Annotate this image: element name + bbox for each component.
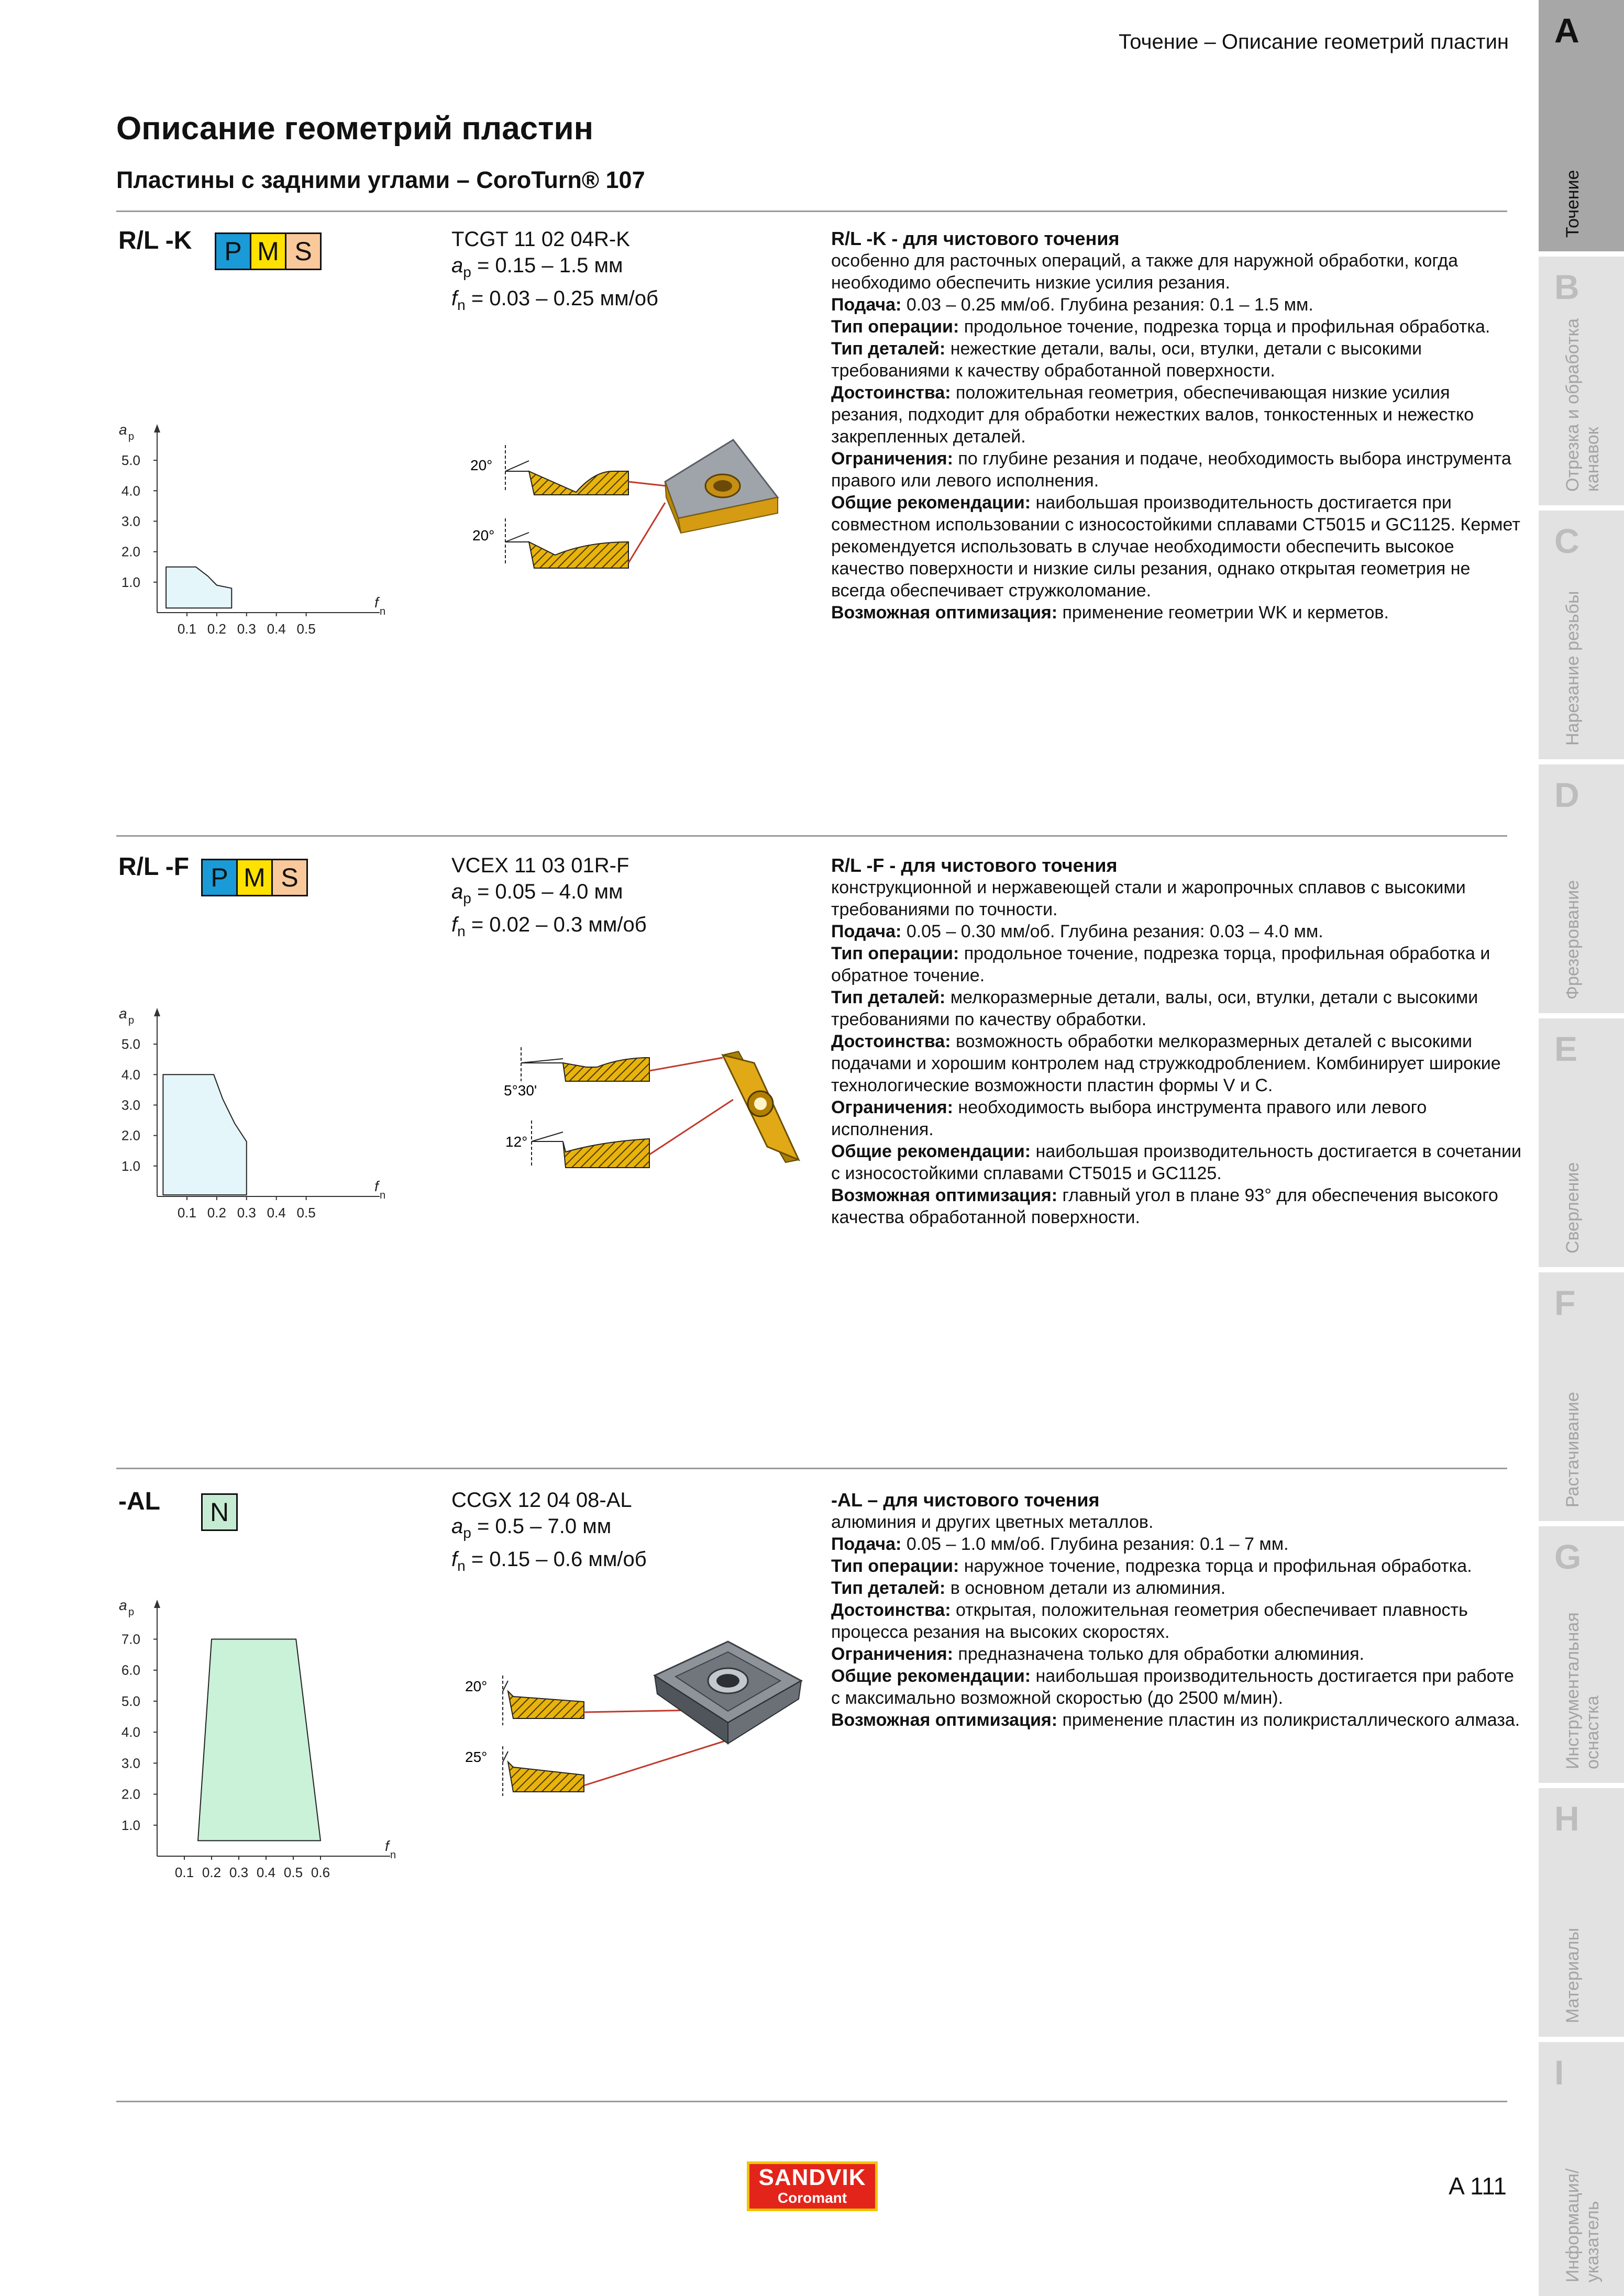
sidebar (1539, 0, 1624, 2296)
item-label: Общие рекомендации: (831, 1141, 1031, 1161)
tab-e[interactable] (1539, 1018, 1624, 1267)
tab-label: Материалы (1563, 1927, 1583, 2023)
material-badge-m: M (236, 859, 273, 896)
feed-range (451, 912, 647, 945)
cross-section-top (465, 1676, 584, 1725)
item-label: Подача: (831, 922, 902, 941)
description-intro: конструкционной и нержавеющей стали и жаропрочных сплавов с высокими требованиями по точности. (831, 878, 1466, 919)
x-tick-label: 0.5 (296, 621, 316, 637)
geometry-description (831, 1489, 1522, 1731)
item-label: Ограничения: (831, 449, 953, 469)
fn-value: = 0.02 – 0.3 мм/об (465, 913, 647, 936)
item-text: применение геометрии WK и керметов. (1057, 603, 1389, 623)
y-tick-label: 1.0 (121, 574, 140, 590)
fn-symbol: f (451, 1548, 458, 1571)
material-badge-n: N (201, 1493, 238, 1531)
description-item (831, 986, 1522, 1030)
depth-of-cut-range (451, 252, 658, 285)
feed-depth-chart (107, 419, 390, 649)
x-tick-label: 0.1 (177, 621, 197, 637)
ap-subscript: p (463, 264, 471, 280)
y-tick-label: 4.0 (121, 1724, 140, 1740)
description-item (831, 448, 1522, 492)
x-tick-label: 0.1 (174, 1865, 194, 1880)
header-rule (116, 210, 1507, 212)
tab-letter: E (1554, 1029, 1578, 1068)
item-label: Ограничения: (831, 1644, 953, 1664)
material-badge-p: P (201, 859, 238, 896)
x-axis-label: f (374, 1178, 379, 1194)
item-label: Достоинства: (831, 1031, 951, 1051)
description-item (831, 1096, 1522, 1140)
operating-area (198, 1639, 321, 1841)
y-tick-label: 3.0 (121, 513, 140, 529)
x-tick-label: 0.3 (237, 1205, 256, 1221)
fn-symbol: f (451, 287, 458, 310)
cross-section-top (504, 1047, 649, 1099)
description-item (831, 1643, 1522, 1665)
y-axis-label-sub: p (128, 1015, 135, 1026)
tab-label: Инструментальная оснастка (1563, 1612, 1603, 1769)
description-item (831, 602, 1522, 624)
geometry-code: -AL (118, 1488, 160, 1515)
cross-section-bottom (472, 518, 628, 568)
sandvik-coromant-logo (747, 2161, 878, 2211)
x-axis-label: f (385, 1838, 389, 1854)
item-text: мелкоразмерные детали, валы, оси, втулки, детали с высокими требованиями по качеству обработки. (831, 988, 1478, 1029)
description-item (831, 1665, 1522, 1709)
angle-label-top: 20° (470, 457, 493, 473)
running-head: Точение – Описание геометрий пластин (1118, 30, 1509, 53)
y-tick-label: 5.0 (121, 452, 140, 469)
description-item (831, 316, 1522, 338)
page-number: A 111 (1449, 2172, 1507, 2200)
y-axis-label-sub: p (128, 1606, 135, 1618)
y-tick-label: 4.0 (121, 1067, 140, 1083)
geometry-description (831, 855, 1522, 1228)
description-item (831, 492, 1522, 602)
description-item (831, 942, 1522, 986)
item-text: необходимость выбора инструмента правого или левого исполнения. (831, 1097, 1427, 1139)
tab-g[interactable] (1539, 1526, 1624, 1783)
tab-letter: D (1554, 775, 1579, 814)
item-text: продольное точение, подрезка торца, профильная обработка и обратное точение. (831, 944, 1490, 985)
cross-section-top (470, 445, 628, 495)
angle-label-bottom: 12° (505, 1134, 528, 1150)
item-label: Общие рекомендации: (831, 493, 1031, 513)
fn-subscript: n (457, 923, 466, 939)
section-divider (116, 1468, 1507, 1469)
description-item (831, 1184, 1522, 1228)
material-badge-s: S (271, 859, 308, 896)
tab-letter: C (1554, 522, 1579, 560)
tab-label: Отрезка и обработка канавок (1563, 318, 1603, 492)
angle-label-top: 5°30' (504, 1082, 537, 1099)
item-text: открытая, положительная геометрия обеспечивает плавность процесса резания на высоких скоростях. (831, 1600, 1468, 1642)
ap-symbol: a (451, 254, 463, 277)
item-label: Ограничения: (831, 1097, 953, 1117)
triangle-insert-icon (665, 440, 778, 533)
square-insert-icon (655, 1641, 801, 1744)
description-item (831, 920, 1522, 942)
y-tick-label: 2.0 (121, 1786, 140, 1802)
x-tick-label: 0.6 (311, 1865, 330, 1880)
tab-letter: G (1554, 1537, 1582, 1576)
tab-letter: I (1554, 2053, 1564, 2092)
item-label: Возможная оптимизация: (831, 603, 1058, 623)
angle-label-bottom: 25° (465, 1749, 488, 1765)
description-title: R/L -K - для чистового точения (831, 228, 1120, 249)
material-badge-s: S (285, 232, 322, 270)
item-label: Достоинства: (831, 383, 951, 403)
insert-spec (451, 852, 647, 945)
description-item (831, 294, 1522, 316)
x-tick-label: 0.2 (207, 1205, 226, 1221)
x-tick-label: 0.1 (177, 1205, 197, 1221)
y-tick-label: 5.0 (121, 1036, 140, 1052)
material-badges (215, 232, 320, 270)
y-axis-arrow (154, 424, 160, 432)
item-text: предназначена только для обработки алюминия. (953, 1644, 1364, 1664)
y-tick-label: 1.0 (121, 1158, 140, 1174)
x-axis-label-sub: n (380, 606, 386, 617)
tab-label: Сверление (1563, 1162, 1583, 1254)
y-axis-label: a (119, 1597, 127, 1613)
depth-of-cut-range (451, 1513, 647, 1546)
x-axis-label-sub: n (390, 1849, 396, 1861)
tab-letter: B (1554, 268, 1579, 306)
feed-range (451, 1546, 647, 1579)
tab-letter: F (1554, 1283, 1576, 1322)
tab-label: Информация/ указатель (1563, 2168, 1603, 2282)
feed-depth-chart (107, 1594, 401, 1893)
item-text: 0.05 – 0.30 мм/об. Глубина резания: 0.03 – 4.0 мм. (901, 922, 1323, 941)
description-title: R/L -F - для чистового точения (831, 855, 1118, 876)
tab-b[interactable] (1539, 257, 1624, 505)
ap-value: = 0.5 – 7.0 мм (471, 1515, 612, 1538)
y-axis-label-sub: p (128, 431, 135, 442)
y-axis-arrow (154, 1600, 160, 1608)
angle-label-bottom: 20° (472, 527, 495, 544)
item-text: наружное точение, подрезка торца и профильная обработка. (959, 1556, 1472, 1576)
footer-rule (116, 2101, 1507, 2102)
fn-value: = 0.03 – 0.25 мм/об (465, 287, 658, 310)
item-label: Тип деталей: (831, 988, 946, 1007)
description-item (831, 1577, 1522, 1599)
insert-code: TCGT 11 02 04R-K (451, 228, 630, 251)
feed-depth-chart (107, 1003, 390, 1233)
description-item (831, 1533, 1522, 1555)
fn-subscript: n (457, 1558, 466, 1574)
insert-code: VCEX 11 03 01R-F (451, 854, 629, 877)
geometry-description (831, 228, 1522, 624)
tab-label: Нарезание резьбы (1563, 591, 1583, 746)
description-item (831, 382, 1522, 448)
tab-label: Растачивание (1563, 1392, 1583, 1507)
description-item (831, 1555, 1522, 1577)
depth-of-cut-range (451, 879, 647, 912)
x-axis-label-sub: n (380, 1190, 386, 1201)
item-text: 0.03 – 0.25 мм/об. Глубина резания: 0.1 – 1.5 мм. (901, 295, 1313, 315)
item-text: 0.05 – 1.0 мм/об. Глубина резания: 0.1 – 7 мм. (901, 1534, 1289, 1554)
rhombic-insert-icon (723, 1051, 799, 1162)
angle-label-top: 20° (465, 1678, 488, 1694)
insert-illustration (492, 1042, 817, 1183)
y-tick-label: 1.0 (121, 1817, 140, 1833)
item-label: Возможная оптимизация: (831, 1710, 1058, 1730)
item-label: Достоинства: (831, 1600, 951, 1620)
item-text: наибольшая производительность достигается в сочетании с износостойкими сплавами CT5015 и GC1125. (831, 1141, 1521, 1183)
y-axis-label: a (119, 422, 127, 438)
y-tick-label: 2.0 (121, 1127, 140, 1144)
tab-d[interactable] (1539, 764, 1624, 1013)
ap-symbol: a (451, 880, 463, 903)
fn-subscript: n (457, 297, 466, 313)
tab-label: Точение (1563, 170, 1583, 238)
tab-letter: H (1554, 1799, 1579, 1838)
page-title: Описание геометрий пластин (116, 110, 594, 147)
ap-value: = 0.05 – 4.0 мм (471, 880, 623, 903)
y-tick-label: 2.0 (121, 544, 140, 560)
ap-value: = 0.15 – 1.5 мм (471, 254, 623, 277)
page-subtitle: Пластины с задними углами – CoroTurn® 107 (116, 167, 645, 193)
item-label: Возможная оптимизация: (831, 1185, 1058, 1205)
tab-label: Фрезерование (1563, 880, 1583, 1000)
insert-illustration (456, 1628, 822, 1812)
logo-sub-text: Coromant (777, 2190, 847, 2206)
section-divider (116, 835, 1507, 837)
x-tick-label: 0.5 (283, 1865, 303, 1880)
logo-main-text: SANDVIK (758, 2165, 866, 2190)
item-label: Тип деталей: (831, 1578, 946, 1598)
fn-value: = 0.15 – 0.6 мм/об (465, 1548, 647, 1571)
description-item (831, 338, 1522, 382)
description-item (831, 1030, 1522, 1096)
y-axis-label: a (119, 1005, 127, 1022)
y-tick-label: 5.0 (121, 1693, 140, 1709)
ap-subscript: p (463, 1525, 471, 1541)
material-badge-m: M (250, 232, 286, 270)
description-item (831, 1599, 1522, 1643)
tab-h[interactable] (1539, 1788, 1624, 2037)
tab-letter: A (1554, 11, 1579, 50)
tab-i[interactable] (1539, 2042, 1624, 2296)
description-item (831, 1140, 1522, 1184)
insert-code: CCGX 12 04 08-AL (451, 1489, 632, 1512)
insert-spec (451, 1487, 647, 1579)
item-text: продольное точение, подрезка торца и профильная обработка. (959, 317, 1490, 337)
material-badges (201, 1493, 236, 1531)
tab-a[interactable] (1539, 0, 1624, 251)
operating-area (166, 567, 231, 608)
item-label: Тип операции: (831, 944, 959, 963)
description-intro: особенно для расточных операций, а также для наружной обработки, когда необходимо обеспечить низкие усилия резания. (831, 251, 1458, 293)
x-tick-label: 0.3 (229, 1865, 249, 1880)
x-tick-label: 0.2 (202, 1865, 222, 1880)
x-tick-label: 0.4 (267, 621, 286, 637)
x-tick-label: 0.4 (267, 1205, 286, 1221)
item-text: наибольшая производительность достигается при работе с максимально возможной скоростью (до 2500 м/мин). (831, 1666, 1514, 1708)
x-tick-label: 0.3 (237, 621, 256, 637)
y-tick-label: 7.0 (121, 1631, 140, 1647)
geometry-code: R/L -K (118, 227, 192, 254)
feed-range (451, 285, 658, 318)
item-label: Тип деталей: (831, 339, 946, 359)
operating-area (163, 1074, 246, 1195)
description-title: -AL – для чистового точения (831, 1489, 1100, 1511)
item-text: нежесткие детали, валы, оси, втулки, детали с высокими требованиями к качеству обработанной поверхности. (831, 339, 1422, 381)
geometry-code: R/L -F (118, 853, 190, 881)
item-text: в основном детали из алюминия. (945, 1578, 1226, 1598)
x-tick-label: 0.5 (296, 1205, 316, 1221)
ap-symbol: a (451, 1515, 463, 1538)
item-label: Подача: (831, 295, 902, 315)
x-tick-label: 0.4 (256, 1865, 276, 1880)
cross-section-bottom (465, 1746, 584, 1796)
item-text: главный угол в плане 93° для обеспечения высокого качества обработанной поверхности. (831, 1185, 1498, 1227)
y-tick-label: 3.0 (121, 1755, 140, 1771)
item-text: наибольшая производительность достигается при совместном использовании с износостойкими сплавами CT5015 и GC1125. Кермет рекомендуется использовать в случае необходимости обеспечить высокое качество поверхности и низкие силы резания, однако открытая геометрия не всегда обеспечивает стружколомание. (831, 493, 1520, 601)
description-item (831, 1709, 1522, 1731)
x-tick-label: 0.2 (207, 621, 226, 637)
item-text: применение пластин из поликристаллического алмаза. (1057, 1710, 1520, 1730)
x-axis-label: f (374, 594, 379, 611)
insert-spec (451, 226, 658, 318)
item-text: положительная геометрия, обеспечивающая низкие усилия резания, подходит для обработки нежестких валов, тонкостенных и нежестко закрепленных деталей. (831, 383, 1474, 447)
y-axis-arrow (154, 1008, 160, 1016)
item-label: Подача: (831, 1534, 902, 1554)
ap-subscript: p (463, 890, 471, 906)
item-text: по глубине резания и подаче, необходимость выбора инструмента правого или левого исполнения. (831, 449, 1511, 491)
y-tick-label: 3.0 (121, 1097, 140, 1113)
cross-section-bottom (505, 1121, 649, 1168)
material-badges (201, 859, 306, 896)
description-intro: алюминия и других цветных металлов. (831, 1512, 1154, 1532)
item-label: Общие рекомендации: (831, 1666, 1031, 1686)
item-label: Тип операции: (831, 317, 959, 337)
insert-illustration (456, 429, 812, 586)
material-badge-p: P (215, 232, 251, 270)
tab-c[interactable] (1539, 511, 1624, 759)
item-text: возможность обработки мелкоразмерных деталей с высокими подачами и хорошим контролем над стружкодроблением. Комбинирует широкие технологические возможности пластин формы V и C. (831, 1031, 1501, 1095)
y-tick-label: 6.0 (121, 1662, 140, 1678)
fn-symbol: f (451, 913, 458, 936)
y-tick-label: 4.0 (121, 483, 140, 499)
tab-f[interactable] (1539, 1272, 1624, 1521)
item-label: Тип операции: (831, 1556, 959, 1576)
